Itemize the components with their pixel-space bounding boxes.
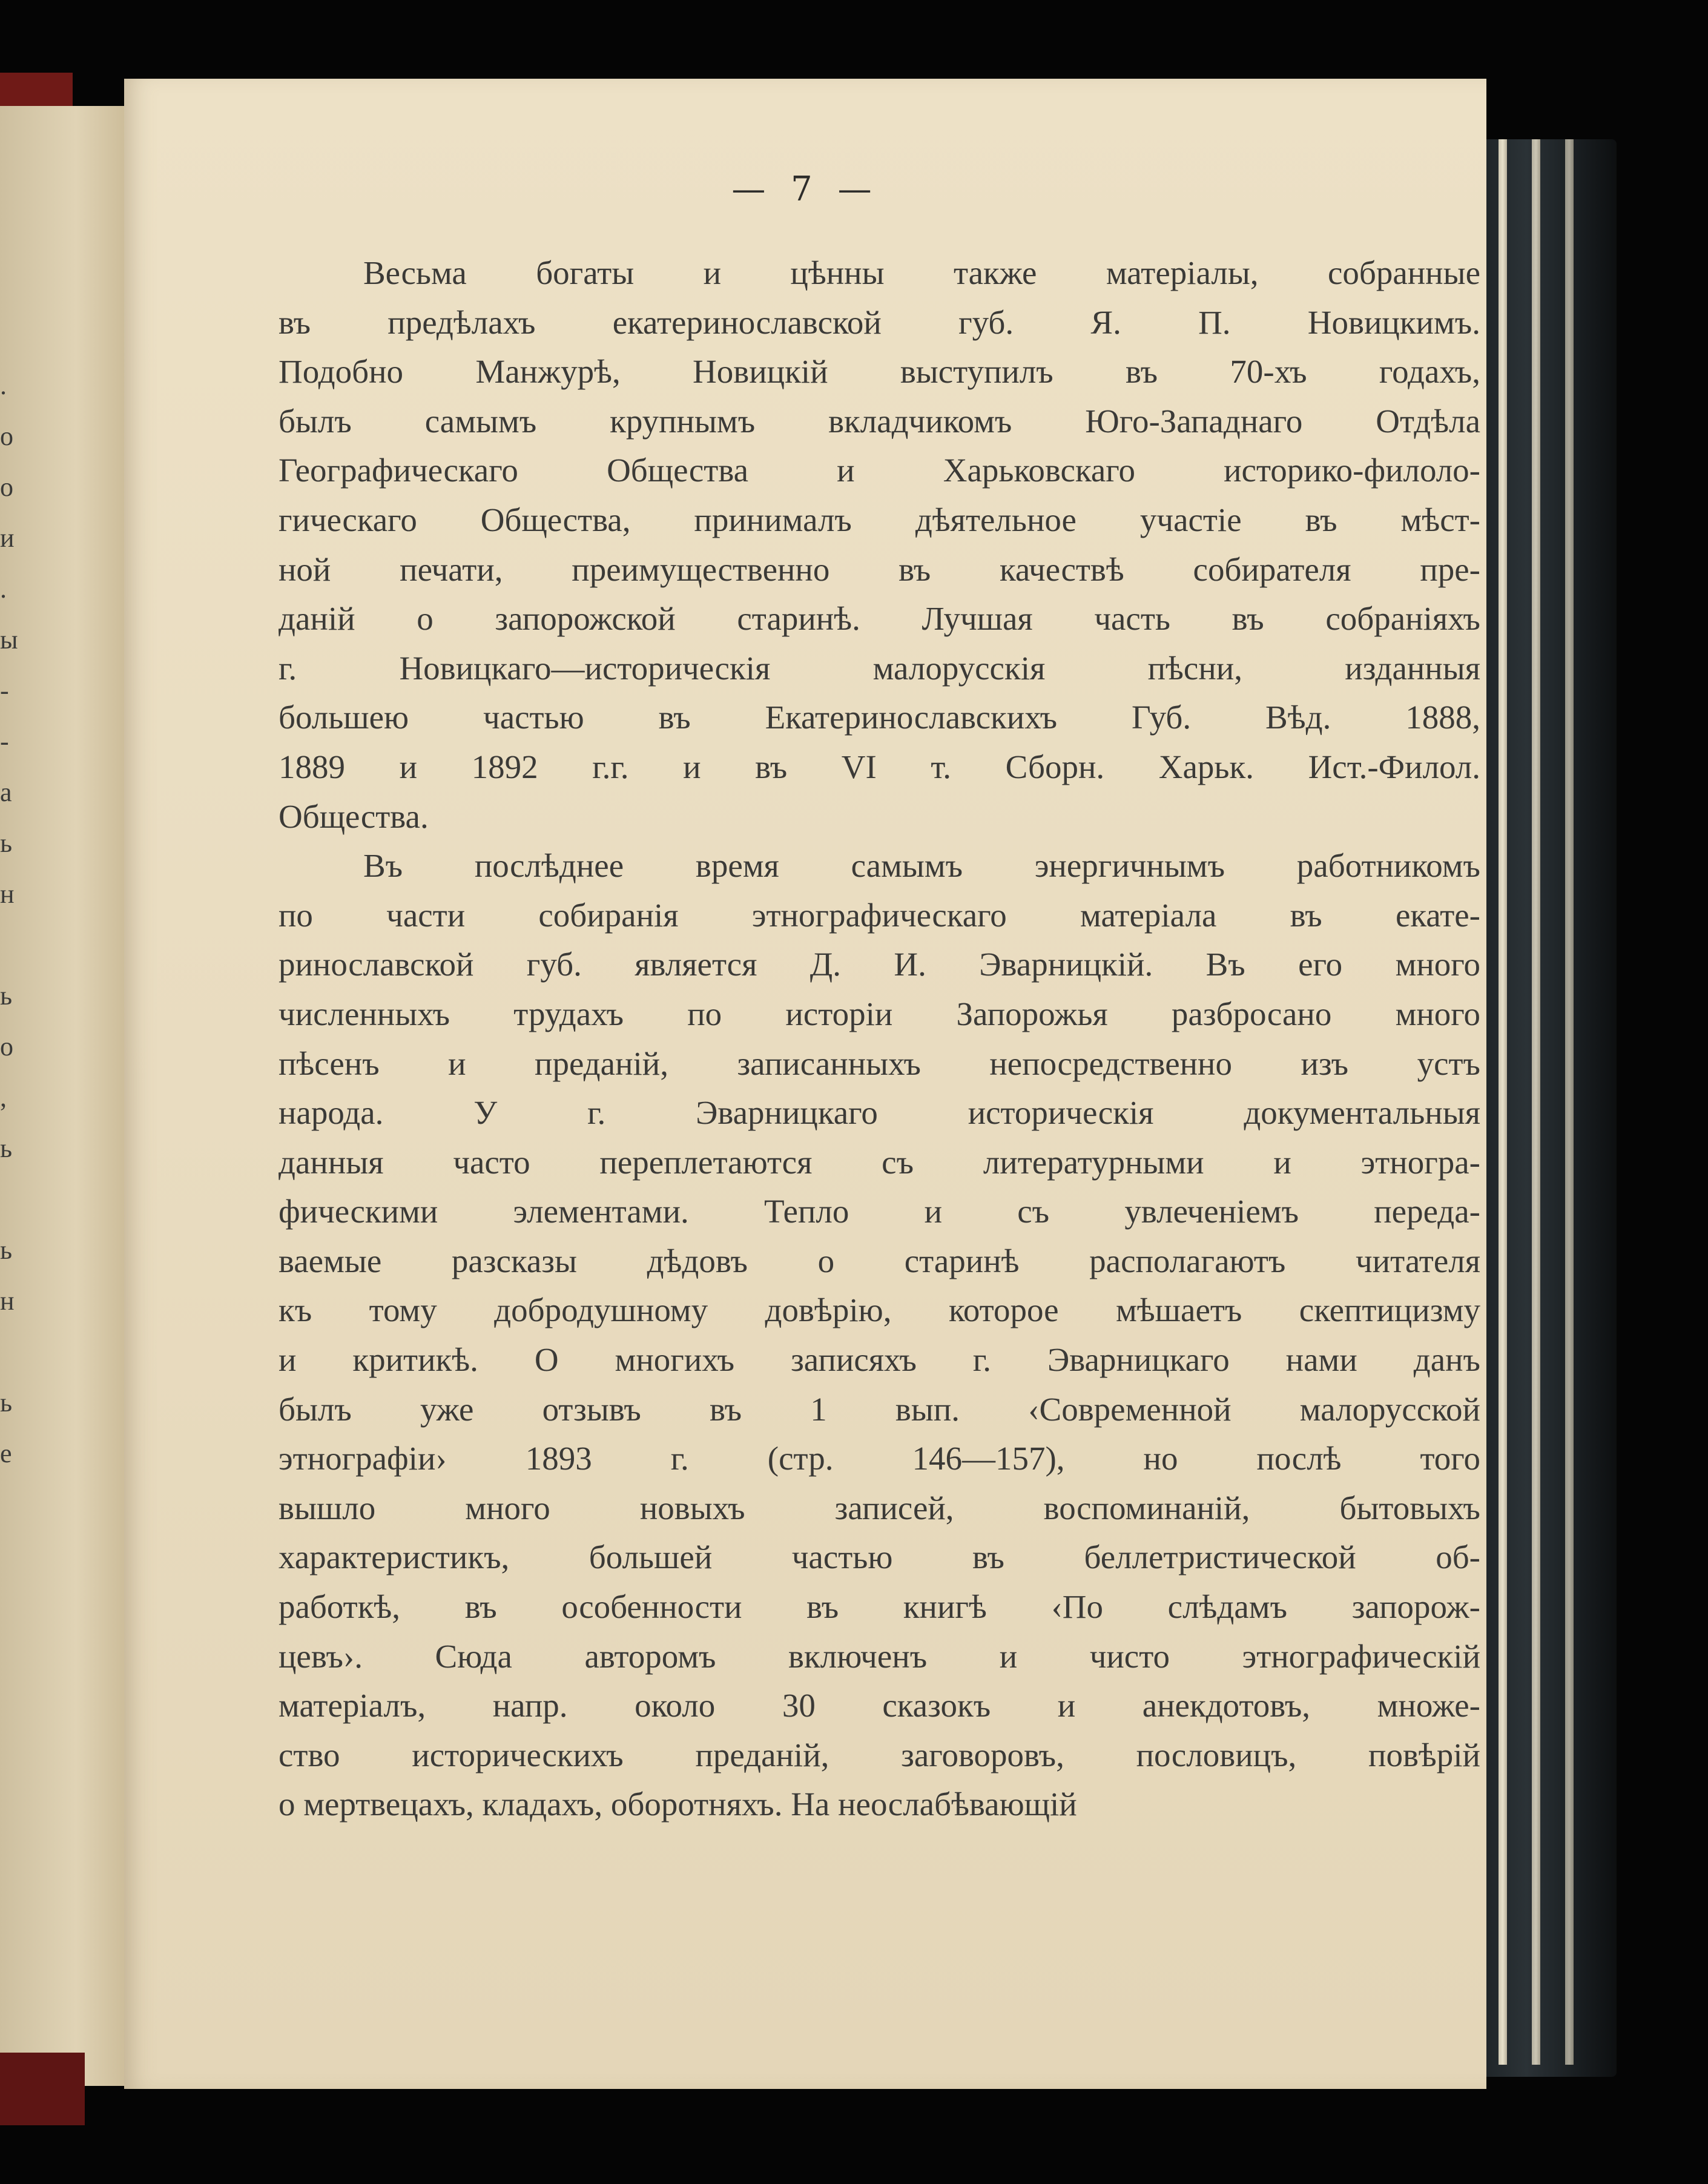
margin-mark: ь	[0, 1235, 13, 1265]
text-line: Подобно Манжурѣ, Новицкій выступилъ въ 70-хъ годахъ,	[279, 353, 1480, 391]
margin-mark: o	[0, 1032, 13, 1061]
text-line: пѣсенъ и преданій, записанныхъ непосредственно изъ устъ	[279, 1044, 1480, 1082]
text-line: цевъ›. Сюда авторомъ включенъ и чисто этнографическій	[279, 1637, 1480, 1675]
text-line: былъ самымъ крупнымъ вкладчикомъ Юго-Западнаго Отдѣла	[279, 402, 1480, 440]
previous-page-margin-text	[0, 360, 18, 1479]
text-line: народа. У г. Эварницкаго историческія документальныя	[279, 1094, 1480, 1132]
text-line: фическими элементами. Тепло и съ увлеченіемъ переда-	[279, 1193, 1480, 1230]
text-line: въ предѣлахъ екатеринославской губ. Я. П. Новицкимъ.	[279, 303, 1480, 341]
text-line: ной печати, преимущественно въ качествѣ собирателя пре-	[279, 550, 1480, 588]
text-line: Общества.	[279, 797, 429, 835]
text-line: характеристикъ, большей частью въ беллетристической об-	[279, 1539, 1480, 1576]
text-line: ринославской губ. является Д. И. Эварницкій. Въ его много	[279, 946, 1480, 983]
text-line: данныя часто переплетаются съ литературными и этногра-	[279, 1143, 1480, 1181]
margin-mark: .	[0, 574, 7, 604]
text-line: Въ послѣднее время самымъ энергичнымъ работникомъ	[363, 847, 1480, 885]
page-stack-edge	[1532, 139, 1540, 2065]
page-stack-edge	[1565, 139, 1574, 2065]
page-body-text	[279, 248, 1480, 1829]
text-line: работкѣ, въ особенности въ книгѣ ‹По слѣдамъ запорож-	[279, 1588, 1480, 1626]
margin-mark: и	[0, 523, 15, 553]
text-line: ваемые разсказы дѣдовъ о старинѣ располагаютъ читателя	[279, 1242, 1480, 1279]
text-line: и критикѣ. О многихъ записяхъ г. Эварницкаго нами данъ	[279, 1341, 1480, 1379]
book-page	[124, 79, 1486, 2089]
text-line: Географическаго Общества и Харьковскаго историко-филоло-	[279, 452, 1480, 489]
text-line: этнографіи› 1893 г. (стр. 146—157), но послѣ того	[279, 1440, 1480, 1477]
page-number: — 7 —	[731, 170, 879, 209]
margin-mark: o	[0, 472, 13, 502]
text-line: былъ уже отзывъ въ 1 вып. ‹Современной малорусской	[279, 1390, 1480, 1428]
text-line: даній о запорожской старинѣ. Лучшая часть въ собраніяхъ	[279, 600, 1480, 638]
text-line: матеріалъ, напр. около 30 сказокъ и анекдотовъ, множе-	[279, 1687, 1480, 1724]
text-line: 1889 и 1892 г.г. и въ VI т. Сборн. Харьк. Ист.-Филол.	[279, 748, 1480, 785]
text-line: вышло много новыхъ записей, воспоминаній, бытовыхъ	[279, 1489, 1480, 1526]
text-line: г. Новицкаго—историческія малорусскія пѣсни, изданныя	[279, 649, 1480, 687]
margin-mark: ы	[0, 625, 18, 655]
margin-mark: e	[0, 1439, 12, 1468]
margin-mark: н	[0, 879, 15, 909]
margin-mark: ,	[0, 1083, 7, 1112]
margin-mark	[0, 1327, 18, 1377]
margin-mark	[0, 920, 18, 971]
text-line: о мертвецахъ, кладахъ, оборотняхъ. На неослабѣвающій	[279, 1786, 1077, 1823]
margin-mark: н	[0, 1286, 15, 1316]
text-line: гическаго Общества, принималъ дѣятельное участіе въ мѣст-	[279, 501, 1480, 538]
book-cover-edge-bottom	[0, 2053, 85, 2125]
text-line: по части собиранія этнографическаго матеріала въ екате-	[279, 896, 1480, 934]
margin-mark: ь	[0, 1388, 13, 1417]
text-line: ство историческихъ преданій, заговоровъ, пословицъ, повѣрій	[279, 1736, 1480, 1773]
text-line: численныхъ трудахъ по исторіи Запорожья разбросано много	[279, 995, 1480, 1032]
margin-mark: -	[0, 676, 9, 705]
text-line: Весьма богаты и цѣнны также матеріалы, собранные	[363, 254, 1480, 291]
margin-mark: a	[0, 777, 12, 807]
margin-mark: -	[0, 727, 9, 756]
page-stack-edge	[1499, 139, 1507, 2065]
text-line: къ тому добродушному довѣрію, которое мѣшаетъ скептицизму	[279, 1292, 1480, 1329]
margin-mark: ь	[0, 828, 13, 858]
margin-mark	[0, 1174, 18, 1225]
text-line: большею частью въ Екатеринославскихъ Губ. Вѣд. 1888,	[279, 699, 1480, 736]
margin-mark: ь	[0, 981, 13, 1011]
margin-mark: ь	[0, 1133, 13, 1163]
margin-mark: .	[0, 371, 7, 400]
margin-mark: o	[0, 421, 13, 451]
previous-page-edge	[0, 106, 127, 2086]
